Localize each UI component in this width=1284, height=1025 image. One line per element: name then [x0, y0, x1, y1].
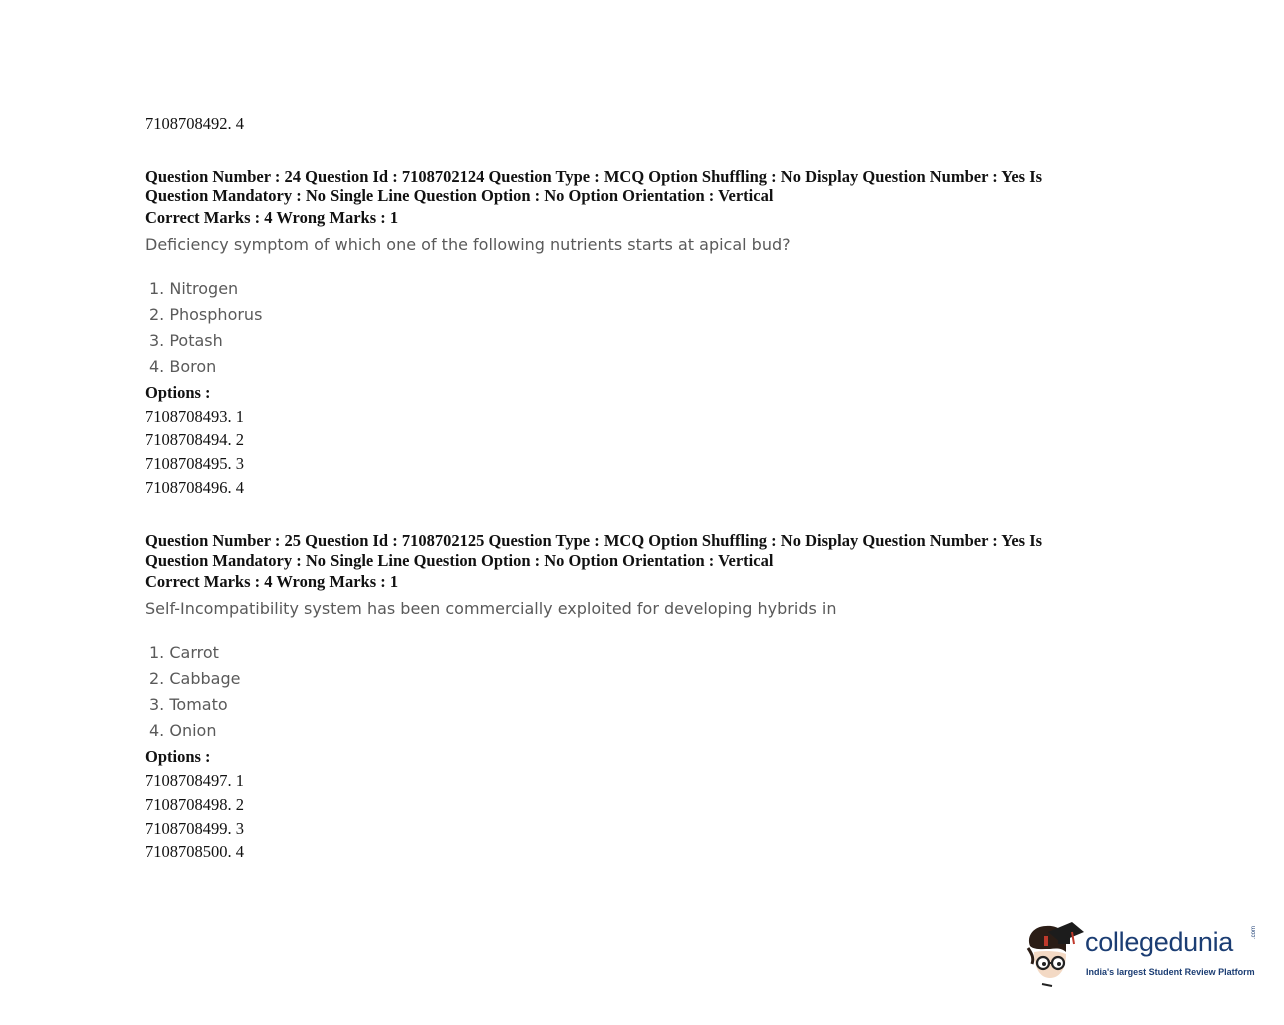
option-id: 7108708493. 1 [145, 406, 244, 426]
marks-line: Correct Marks : 4 Wrong Marks : 1 [145, 572, 399, 592]
option-id: 7108708494. 2 [145, 430, 244, 450]
question-header-line-1: Question Number : 24 Question Id : 7108702124 Question Type : MCQ Option Shuffling : No Display Question Number : Yes Is [145, 166, 1043, 186]
question-header [145, 167, 1105, 206]
answer-choice: 3. Tomato [149, 695, 228, 715]
option-id: 7108708499. 3 [145, 818, 244, 838]
collegedunia-logo[interactable] [1022, 918, 1262, 990]
options-label: Options : [145, 747, 211, 767]
mascot-graduation-cap-icon [1022, 918, 1084, 990]
logo-wordmark: collegedunia [1085, 927, 1234, 957]
question-block-25 [145, 531, 1105, 864]
logo-domain-suffix: .com [1251, 925, 1257, 939]
option-id: 7108708496. 4 [145, 477, 244, 497]
question-paper-page [145, 112, 1105, 864]
options-label: Options : [145, 382, 211, 402]
answer-choice: 3. Potash [149, 330, 223, 350]
marks-line: Correct Marks : 4 Wrong Marks : 1 [145, 207, 399, 227]
question-text: Self-Incompatibility system has been commercially exploited for developing hybrids in [145, 599, 837, 619]
question-header-line-2: Question Mandatory : No Single Line Question Option : No Option Orientation : Vertical [145, 186, 774, 206]
answer-choice: 2. Phosphorus [149, 304, 263, 324]
option-id: 7108708500. 4 [145, 842, 244, 862]
question-block-24 [145, 167, 1105, 500]
option-id: 7108708495. 3 [145, 453, 244, 473]
answer-choice: 2. Cabbage [149, 669, 241, 689]
answer-choices [149, 276, 1105, 380]
question-text: Deficiency symptom of which one of the following nutrients starts at apical bud? [145, 234, 791, 254]
question-header-line-1: Question Number : 25 Question Id : 7108702125 Question Type : MCQ Option Shuffling : No Display Question Number : Yes Is [145, 531, 1043, 551]
answer-choice: 4. Boron [149, 356, 217, 376]
option-id: 7108708497. 1 [145, 771, 244, 791]
question-header [145, 531, 1105, 570]
answer-choice: 1. Carrot [149, 643, 219, 663]
answer-choices [149, 640, 1105, 744]
question-header-line-2: Question Mandatory : No Single Line Question Option : No Option Orientation : Vertical [145, 550, 774, 570]
option-id: 7108708498. 2 [145, 794, 244, 814]
logo-tagline: India's largest Student Review Platform [1086, 967, 1255, 977]
answer-choice: 1. Nitrogen [149, 278, 239, 298]
previous-question-last-option: 7108708492. 4 [145, 114, 244, 133]
answer-choice: 4. Onion [149, 721, 217, 741]
